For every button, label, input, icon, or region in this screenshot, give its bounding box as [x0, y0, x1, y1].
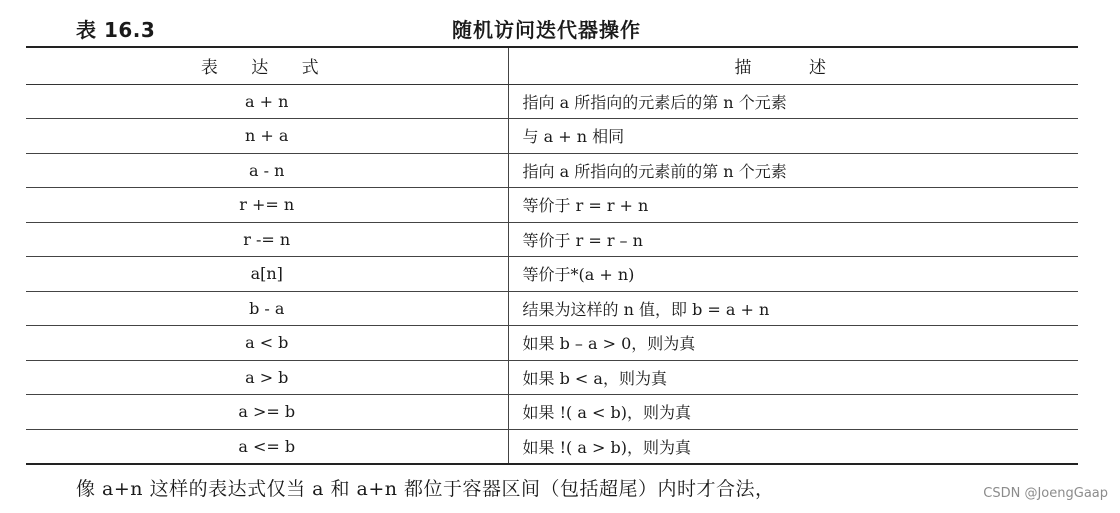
expression-cell: r -= n [26, 222, 508, 257]
description-cell: 等价于*(a + n) [508, 257, 1078, 292]
table-row [26, 257, 1078, 292]
table-header-row [26, 47, 1078, 84]
expression-cell: r += n [26, 188, 508, 223]
table-number: 表 16.3 [76, 18, 156, 42]
description-cell: 等价于 r = r – n [508, 222, 1078, 257]
expression-cell: a[n] [26, 257, 508, 292]
expression-cell: b - a [26, 291, 508, 326]
header-description: 描 述 [508, 47, 1078, 84]
description-cell: 如果 !( a < b)，则为真 [508, 395, 1078, 430]
description-cell: 指向 a 所指向的元素后的第 n 个元素 [508, 84, 1078, 119]
description-cell: 指向 a 所指向的元素前的第 n 个元素 [508, 153, 1078, 188]
table-row [26, 291, 1078, 326]
expression-cell: a >= b [26, 395, 508, 430]
expression-cell: a < b [26, 326, 508, 361]
table-row [26, 395, 1078, 430]
header-expression: 表 达 式 [26, 47, 508, 84]
table-row [26, 153, 1078, 188]
description-cell: 如果 !( a > b)，则为真 [508, 429, 1078, 464]
description-cell: 如果 b < a，则为真 [508, 360, 1078, 395]
description-cell: 如果 b – a > 0，则为真 [508, 326, 1078, 361]
table-row [26, 326, 1078, 361]
table-row [26, 188, 1078, 223]
footnote-text: 像 a+n 这样的表达式仅当 a 和 a+n 都位于容器区间（包括超尾）内时才合法， [76, 478, 775, 500]
table-caption [76, 10, 1078, 44]
description-cell: 结果为这样的 n 值，即 b = a + n [508, 291, 1078, 326]
table-row [26, 360, 1078, 395]
description-cell: 等价于 r = r + n [508, 188, 1078, 223]
expression-cell: a + n [26, 84, 508, 119]
table-title: 随机访问迭代器操作 [452, 18, 641, 42]
table-row [26, 84, 1078, 119]
table-row [26, 429, 1078, 464]
table-row [26, 222, 1078, 257]
table-row [26, 119, 1078, 154]
iterator-operations-table [26, 46, 1078, 465]
csdn-watermark: CSDN @JoengGaap [983, 486, 1108, 501]
expression-cell: a > b [26, 360, 508, 395]
expression-cell: a <= b [26, 429, 508, 464]
expression-cell: n + a [26, 119, 508, 154]
description-cell: 与 a + n 相同 [508, 119, 1078, 154]
expression-cell: a - n [26, 153, 508, 188]
